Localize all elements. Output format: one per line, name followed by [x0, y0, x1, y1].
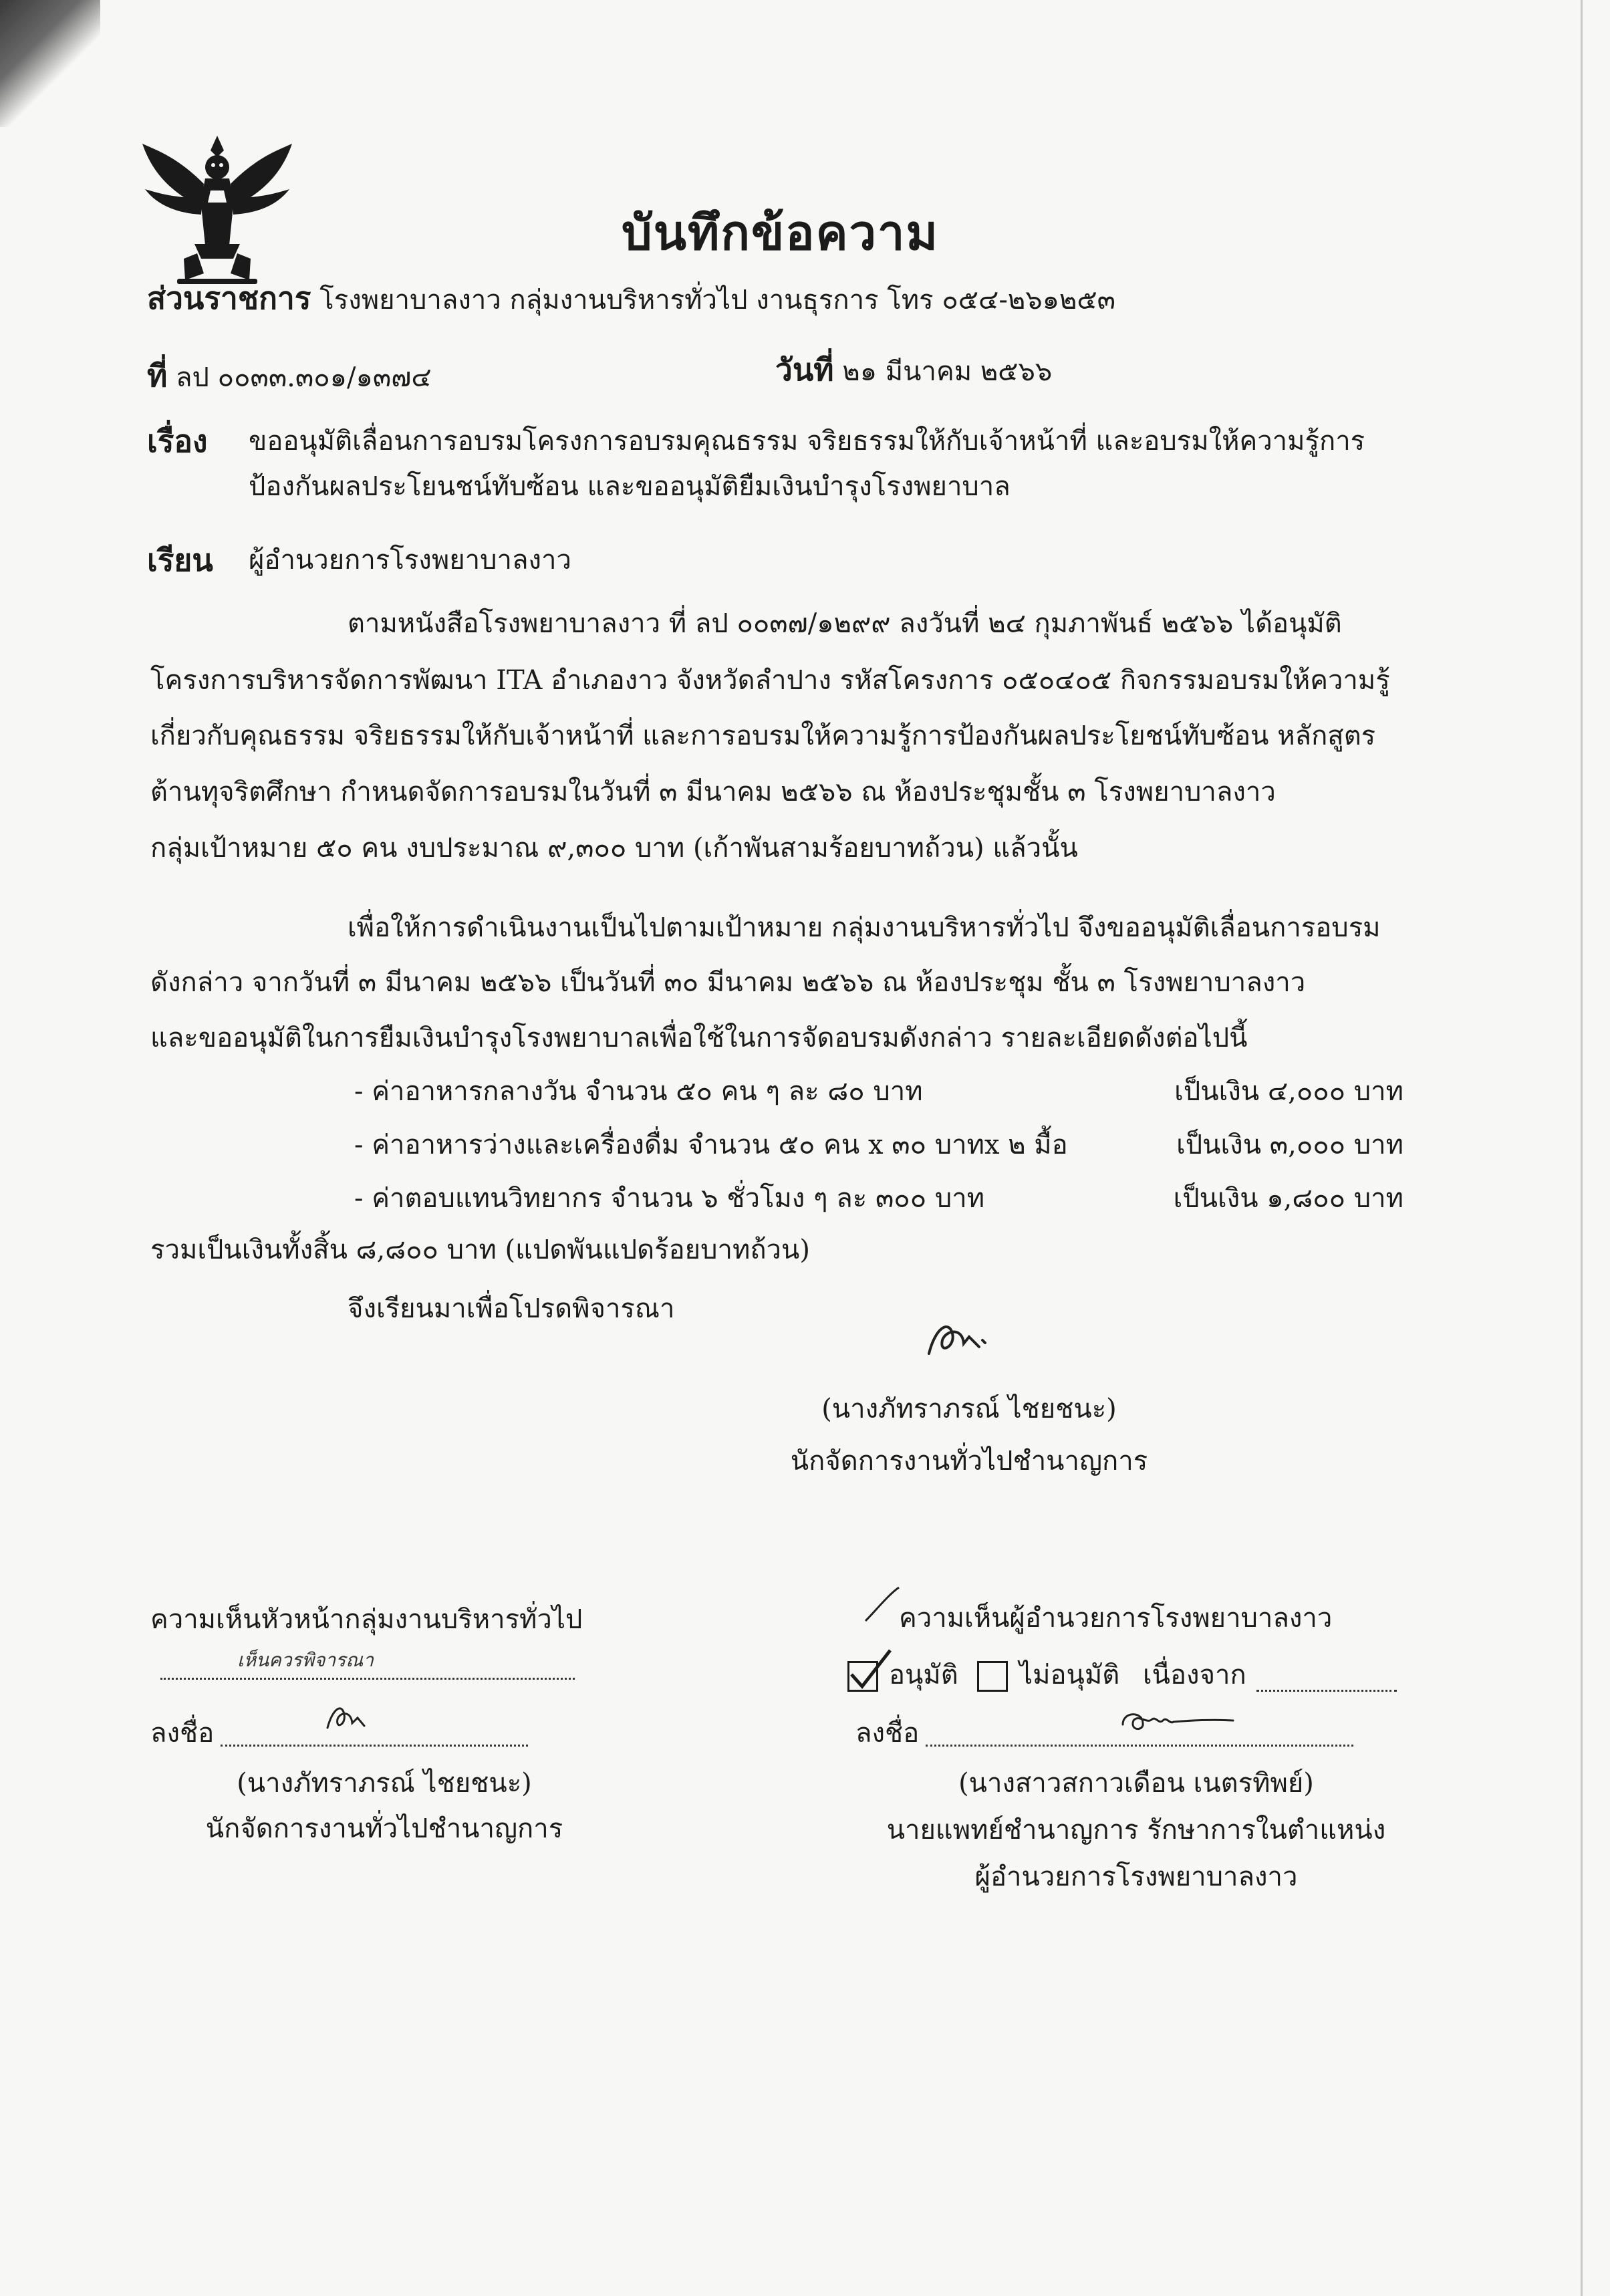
para1-line: โครงการบริหารจัดการพัฒนา ITA อำเภองาว จังหวัดลำปาง รหัสโครงการ ๐๕๐๔๐๕ กิจกรรมอบรมให้ความรู้: [150, 665, 1390, 696]
agency-label: ส่วนราชการ: [147, 280, 311, 316]
date-value: ๒๑ มีนาคม ๒๕๖๖: [842, 356, 1053, 387]
opinion-left-position: นักจัดการงานทั่วไปชำนาญการ: [205, 1813, 563, 1844]
expense-item-desc: - ค่าอาหารกลางวัน จำนวน ๕๐ คน ๆ ละ ๘๐ บาท: [354, 1076, 923, 1107]
opinion-right-name: (นางสาวสกาวเดือน เนตรทิพย์): [958, 1768, 1314, 1799]
expense-item-desc: - ค่าอาหารว่างและเครื่องดื่ม จำนวน ๕๐ คน x ๓๐ บาทx ๒ มื้อ: [354, 1130, 1068, 1160]
subject-line-1: ขออนุมัติเลื่อนการอบรมโครงการอบรมคุณธรรม จริยธรรมให้กับเจ้าหน้าที่ และอบรมให้ความรู้การ: [249, 426, 1365, 457]
para2-line: ดังกล่าว จากวันที่ ๓ มีนาคม ๒๕๖๖ เป็นวันที่ ๓๐ มีนาคม ๒๕๖๖ ณ ห้องประชุม ชั้น ๓ โรงพยาบาลงาว: [150, 967, 1306, 998]
opinion-left-handwritten: เห็นควรพิจารณา: [237, 1649, 374, 1671]
signature-mark-icon: [916, 1313, 1009, 1367]
para2-line: และขออนุมัติในการยืมเงินบำรุงโรงพยาบาลเพื่อใช้ในการจัดอบรมดังกล่าว รายละเอียดดังต่อไปนี้: [150, 1023, 1248, 1053]
para1-line: ต้านทุจริตศึกษา กำหนดจัดการอบรมในวันที่ ๓ มีนาคม ๒๕๖๖ ณ ห้องประชุมชั้น ๓ โรงพยาบาลงาว: [150, 777, 1276, 807]
opinion-right-position-2: ผู้อำนวยการโรงพยาบาลงาว: [974, 1862, 1298, 1892]
opinion-left-sign-label: ลงชื่อ: [150, 1718, 215, 1749]
para1-line: ตามหนังสือโรงพยาบาลงาว ที่ ลป ๐๐๓๗/๑๒๙๙ ลงวันที่ ๒๔ กุมภาพันธ์ ๒๕๖๖ ได้อนุมัติ: [348, 608, 1342, 639]
signatory-position: นักจัดการงานทั่วไปชำนาญการ: [790, 1446, 1148, 1477]
expense-item-amount: เป็นเงิน ๓,๐๐๐ บาท: [1176, 1130, 1403, 1160]
expense-item-amount: เป็นเงิน ๑,๘๐๐ บาท: [1173, 1183, 1403, 1214]
opinion-left-name: (นางภัทราภรณ์ ไชยชนะ): [237, 1768, 532, 1799]
opinion-right-sign-label: ลงชื่อ: [855, 1718, 920, 1749]
agency-line: [147, 279, 1115, 319]
approve-label: อนุมัติ: [889, 1660, 958, 1690]
ref-line: [147, 357, 432, 396]
signature-mark-icon: [321, 1698, 381, 1738]
reject-checkbox[interactable]: [977, 1661, 1008, 1692]
para2-line: เพื่อให้การดำเนินงานเป็นไปตามเป้าหมาย กลุ่มงานบริหารทั่วไป จึงขออนุมัติเลื่อนการอบรม: [348, 912, 1381, 943]
opinion-right-sign-line: [926, 1738, 1353, 1747]
para1-line: กลุ่มเป้าหมาย ๕๐ คน งบประมาณ ๙,๓๐๐ บาท (เก้าพันสามร้อยบาทถ้วน) แล้วนั้น: [150, 833, 1078, 864]
ref-value: ลป ๐๐๓๓.๓๐๑/๑๓๗๔: [176, 362, 432, 393]
reject-label: ไม่อนุมัติ: [1019, 1660, 1120, 1690]
total-line: รวมเป็นเงินทั้งสิ้น ๘,๘๐๐ บาท (แปดพันแปดร้อยบาทถ้วน): [150, 1235, 810, 1265]
ref-label: ที่: [147, 358, 168, 394]
scan-edge-line: [1581, 0, 1583, 2296]
signature-mark-icon: [1116, 1704, 1236, 1738]
date-line: [775, 351, 1052, 390]
to-label: เรียน: [147, 542, 213, 578]
reason-label: เนื่องจาก: [1143, 1660, 1246, 1690]
to-value: ผู้อำนวยการโรงพยาบาลงาว: [249, 545, 571, 576]
opinion-right-heading: ความเห็นผู้อำนวยการโรงพยาบาลงาว: [899, 1603, 1333, 1634]
subject-line-2: ป้องกันผลประโยนชน์ทับซ้อน และขออนุมัติยืมเงินบำรุงโรงพยาบาล: [249, 471, 1011, 502]
memo-title: บันทึกข้อความ: [622, 204, 939, 261]
signatory-name: (นางภัทราภรณ์ ไชยชนะ): [821, 1394, 1117, 1424]
garuda-emblem-icon: [137, 130, 297, 291]
opinion-left-heading: ความเห็นหัวหน้ากลุ่มงานบริหารทั่วไป: [150, 1604, 583, 1635]
agency-value: โรงพยาบาลงาว กลุ่มงานบริหารทั่วไป งานธุรการ โทร ๐๕๔-๒๖๑๒๕๓: [319, 285, 1115, 315]
para1-line: เกี่ยวกับคุณธรรม จริยธรรมให้กับเจ้าหน้าที่ และการอบรมให้ความรู้การป้องกันผลประโยชน์ทับซ้อน หลักสูตร: [150, 721, 1376, 751]
opinion-right-position-1: นายแพทย์ชำนาญการ รักษาการในตำแหน่ง: [886, 1815, 1386, 1845]
expense-item-amount: เป็นเงิน ๔,๐๐๐ บาท: [1174, 1076, 1403, 1107]
opinion-left-sign-line: [221, 1738, 528, 1747]
checkmark-stroke-icon: [862, 1584, 902, 1624]
expense-item-desc: - ค่าตอบแทนวิทยากร จำนวน ๖ ชั่วโมง ๆ ละ ๓๐๐ บาท: [354, 1183, 985, 1214]
closing-line: จึงเรียนมาเพื่อโปรดพิจารณา: [348, 1293, 675, 1324]
date-label: วันที่: [775, 352, 834, 388]
subject-label: เรื่อง: [147, 423, 208, 459]
scan-corner-shadow: [0, 0, 100, 127]
checkmark-icon: [847, 1648, 894, 1692]
reason-line: [1256, 1683, 1397, 1692]
